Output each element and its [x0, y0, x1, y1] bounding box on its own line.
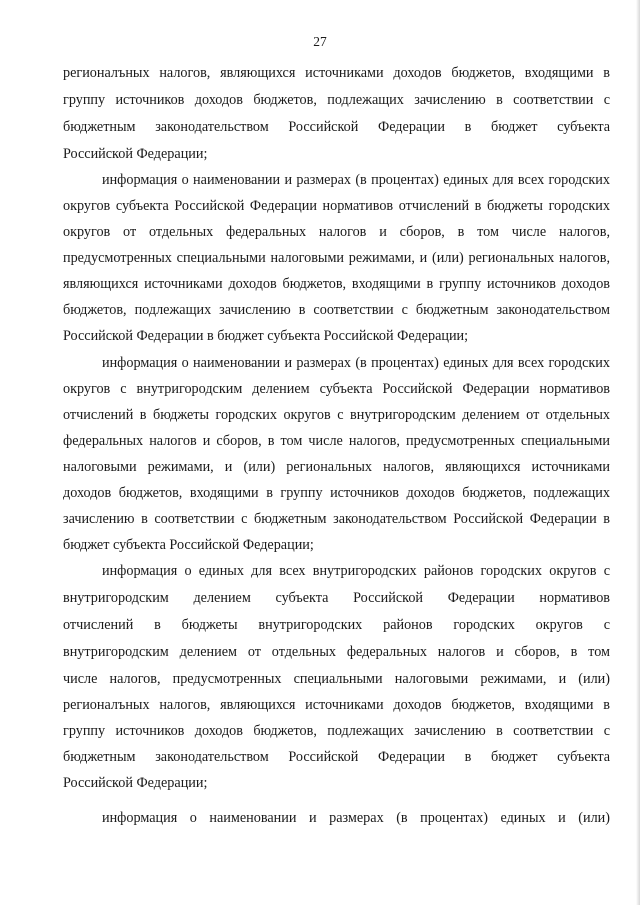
text-line: бюджетов, подлежащих зачислению в соответствии с бюджетным законодательством	[63, 302, 610, 318]
text-line: группу источников доходов бюджетов, подлежащих зачислению в соответствии с	[63, 92, 610, 108]
text-line: информация о наименовании и размерах (в процентах) единых и (или)	[102, 810, 610, 826]
page-number: 27	[313, 34, 327, 49]
text-line: округов субъекта Российской Федерации нормативов отчислений в бюджеты городских	[63, 198, 610, 214]
scan-edge	[636, 0, 640, 905]
text-line: предусмотренных специальными налоговыми режимами, и (или) региональных налогов,	[63, 250, 610, 266]
text-line: налоговыми режимами, и (или) региональных налогов, являющихся источниками	[63, 459, 610, 475]
text-line: Российской Федерации;	[63, 775, 208, 791]
text-line: Российской Федерации;	[63, 146, 208, 162]
text-line: федеральных налогов и сборов, в том числе налогов, предусмотренных специальными	[63, 433, 610, 449]
text-line: внутригородским делением субъекта Российской Федерации нормативов	[63, 590, 610, 606]
text-line: числе налогов, предусмотренных специальными налоговыми режимами, и (или)	[63, 671, 610, 687]
text-line: округов с внутригородским делением субъекта Российской Федерации нормативов	[63, 381, 610, 397]
text-line: внутригородским делением от отдельных федеральных налогов и сборов, в том	[63, 644, 610, 660]
text-line: зачислению в соответствии с бюджетным законодательством Российской Федерации в	[63, 511, 610, 527]
text-line: Российской Федерации в бюджет субъекта Российской Федерации;	[63, 328, 469, 344]
text-line: регионалъных налогов, являющихся источниками доходов бюджетов, входящими в	[63, 697, 610, 713]
text-line: группу источников доходов бюджетов, подлежащих зачислению в соответствии с	[63, 723, 610, 739]
text-line: информация о наименовании и размерах (в процентах) единых для всех городских	[102, 172, 610, 188]
text-line: доходов бюджетов, входящими в группу источников доходов бюджетов, подлежащих	[63, 485, 610, 501]
text-line: округов от отдельных федеральных налогов и сборов, в том числе налогов,	[63, 224, 610, 240]
text-line: регионалъных налогов, являющихся источниками доходов бюджетов, входящими в	[63, 65, 610, 81]
text-line: информация о наименовании и размерах (в процентах) единых для всех городских	[102, 355, 610, 371]
text-line: отчислений в бюджеты городских округов с внутригородским делением от отдельных	[63, 407, 610, 423]
text-line: бюджетным законодательством Российской Федерации в бюджет субъекта	[63, 749, 610, 765]
text-line: являющихся источниками доходов бюджетов, входящими в группу источников доходов	[63, 276, 610, 292]
text-line: отчислений в бюджеты внутригородских районов городских округов с	[63, 617, 610, 633]
text-line: бюджетным законодательством Российской Федерации в бюджет субъекта	[63, 119, 610, 135]
text-line: информация о единых для всех внутригородских районов городских округов с	[102, 563, 610, 579]
text-line: бюджет субъекта Российской Федерации;	[63, 537, 314, 553]
